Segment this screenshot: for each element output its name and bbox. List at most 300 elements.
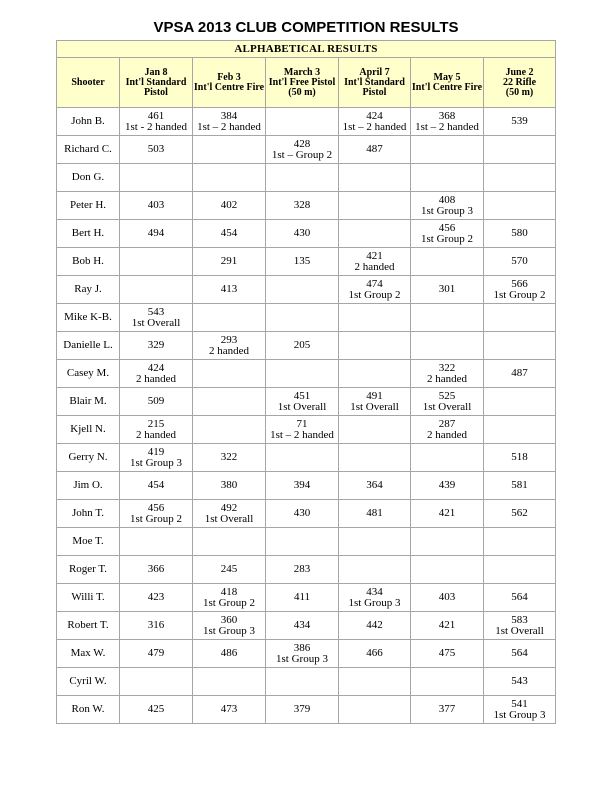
- score-cell: [193, 444, 266, 472]
- score-value: 451: [293, 389, 311, 402]
- table-row: [57, 248, 556, 276]
- score-value: 205: [293, 339, 311, 351]
- score-value: 424: [147, 361, 165, 374]
- header-row: [57, 58, 556, 108]
- shooter-name: John B.: [57, 108, 120, 136]
- score-cell: [339, 220, 411, 248]
- shooter-name: Bert H.: [57, 220, 120, 248]
- score-value: 411: [293, 591, 311, 603]
- table-row: [57, 136, 556, 164]
- score-value: 456: [438, 221, 456, 234]
- score-value: 486: [220, 647, 238, 659]
- shooter-name: Ron W.: [57, 696, 120, 724]
- header-line: (50 m): [288, 86, 316, 98]
- placement-note: 2 handed: [208, 344, 249, 357]
- shooter-name: Casey M.: [57, 360, 120, 388]
- score-value: 439: [438, 479, 456, 491]
- header-line: Int'l Standard: [344, 76, 405, 88]
- shooter-name: Peter H.: [57, 192, 120, 220]
- score-cell: [484, 528, 556, 556]
- score-cell: [484, 556, 556, 584]
- score-value: 570: [511, 255, 528, 267]
- header-line: March 3: [283, 66, 321, 78]
- placement-note: 1st Group 2: [203, 596, 255, 609]
- score-cell: [193, 416, 266, 444]
- score-value: 71: [296, 417, 308, 430]
- score-value: 580: [511, 227, 528, 239]
- placement-note: 1st – 2 handed: [197, 120, 261, 133]
- table-row: [57, 612, 556, 640]
- header-event: [411, 58, 484, 108]
- score-value: 434: [366, 585, 383, 598]
- shooter-name: Mike K-B.: [57, 304, 120, 332]
- shooter-name: Willi T.: [57, 584, 120, 612]
- score-cell: [339, 108, 411, 136]
- score-cell: [266, 444, 339, 472]
- placement-note: 2 handed: [135, 372, 176, 385]
- score-cell: [411, 332, 484, 360]
- score-cell: [193, 108, 266, 136]
- score-value: 434: [293, 619, 311, 631]
- table-row: [57, 108, 556, 136]
- score-value: 245: [220, 563, 238, 575]
- score-cell: [339, 416, 411, 444]
- score-cell: [339, 360, 411, 388]
- score-value: 287: [438, 417, 456, 430]
- score-value: 473: [220, 703, 238, 715]
- score-cell: [484, 584, 556, 612]
- score-cell: [266, 108, 339, 136]
- score-value: 487: [366, 143, 383, 155]
- score-cell: [339, 500, 411, 528]
- score-cell: [484, 696, 556, 724]
- score-value: 368: [438, 109, 456, 122]
- score-cell: [484, 640, 556, 668]
- score-value: 283: [293, 563, 311, 575]
- score-cell: [339, 640, 411, 668]
- shooter-name: Kjell N.: [57, 416, 120, 444]
- score-value: 421: [438, 507, 456, 519]
- table-row: [57, 500, 556, 528]
- score-cell: [339, 332, 411, 360]
- table-row: [57, 584, 556, 612]
- score-cell: [120, 108, 193, 136]
- score-value: 491: [366, 389, 383, 402]
- score-cell: [411, 136, 484, 164]
- score-value: 328: [293, 199, 311, 211]
- score-cell: [120, 444, 193, 472]
- score-value: 403: [438, 591, 456, 603]
- table-row: [57, 360, 556, 388]
- score-cell: [193, 388, 266, 416]
- score-value: 419: [147, 445, 165, 458]
- score-value: 424: [366, 109, 383, 122]
- banner-row: [57, 41, 556, 58]
- score-cell: [339, 164, 411, 192]
- score-cell: [193, 612, 266, 640]
- score-value: 475: [438, 647, 456, 659]
- score-cell: [484, 444, 556, 472]
- score-cell: [120, 136, 193, 164]
- score-cell: [266, 556, 339, 584]
- table-row: [57, 220, 556, 248]
- score-value: 562: [511, 507, 528, 519]
- score-cell: [193, 192, 266, 220]
- score-value: 384: [220, 109, 238, 122]
- score-value: 430: [293, 227, 311, 239]
- header-line: Pistol: [144, 86, 168, 98]
- header-line: 22 Rifle: [502, 76, 537, 88]
- score-cell: [266, 668, 339, 696]
- score-cell: [484, 108, 556, 136]
- shooter-name: Richard C.: [57, 136, 120, 164]
- score-value: 525: [438, 389, 456, 402]
- shooter-name: Robert T.: [57, 612, 120, 640]
- score-value: 481: [366, 507, 383, 519]
- score-value: 386: [293, 641, 311, 654]
- score-cell: [266, 276, 339, 304]
- score-cell: [266, 472, 339, 500]
- score-cell: [266, 248, 339, 276]
- score-cell: [120, 668, 193, 696]
- header-event: [266, 58, 339, 108]
- score-cell: [411, 612, 484, 640]
- score-cell: [484, 248, 556, 276]
- score-value: 403: [147, 199, 165, 211]
- score-cell: [484, 220, 556, 248]
- score-value: 566: [511, 277, 528, 290]
- score-value: 421: [366, 249, 383, 262]
- score-value: 428: [293, 137, 311, 150]
- header-line: Int'l Centre Fire: [193, 81, 265, 93]
- shooter-name: John T.: [57, 500, 120, 528]
- score-cell: [193, 528, 266, 556]
- header-event: [120, 58, 193, 108]
- score-value: 379: [293, 703, 311, 715]
- score-cell: [266, 416, 339, 444]
- score-cell: [193, 164, 266, 192]
- score-cell: [120, 304, 193, 332]
- score-value: 366: [147, 563, 165, 575]
- score-value: 322: [220, 451, 238, 463]
- score-cell: [120, 192, 193, 220]
- score-value: 329: [147, 339, 165, 351]
- score-cell: [339, 556, 411, 584]
- score-value: 135: [293, 255, 311, 267]
- table-row: [57, 528, 556, 556]
- shooter-name: Jim O.: [57, 472, 120, 500]
- header-line: Pistol: [362, 86, 387, 98]
- score-value: 293: [220, 333, 238, 346]
- score-value: 564: [511, 647, 528, 659]
- score-cell: [411, 248, 484, 276]
- header-event: [193, 58, 266, 108]
- score-cell: [266, 164, 339, 192]
- placement-note: 1st – 2 handed: [342, 120, 407, 133]
- score-cell: [193, 500, 266, 528]
- header-line: Feb 3: [217, 71, 241, 83]
- placement-note: 1st - 2 handed: [124, 120, 187, 133]
- score-cell: [411, 164, 484, 192]
- score-cell: [193, 136, 266, 164]
- score-cell: [193, 248, 266, 276]
- score-cell: [120, 584, 193, 612]
- score-cell: [484, 500, 556, 528]
- score-cell: [484, 304, 556, 332]
- table-body: [57, 108, 556, 724]
- score-cell: [266, 696, 339, 724]
- shooter-name: Danielle L.: [57, 332, 120, 360]
- score-value: 487: [511, 367, 528, 379]
- score-value: 377: [438, 703, 456, 715]
- score-cell: [193, 696, 266, 724]
- table-row: [57, 668, 556, 696]
- placement-note: 1st Group 3: [493, 708, 546, 721]
- score-cell: [193, 472, 266, 500]
- score-cell: [339, 584, 411, 612]
- score-cell: [484, 192, 556, 220]
- score-cell: [411, 556, 484, 584]
- table-row: [57, 640, 556, 668]
- shooter-name: Max W.: [57, 640, 120, 668]
- score-value: 394: [293, 479, 311, 491]
- score-value: 364: [366, 479, 383, 491]
- score-cell: [120, 696, 193, 724]
- score-cell: [411, 584, 484, 612]
- score-cell: [411, 528, 484, 556]
- placement-note: 1st Group 2: [130, 512, 182, 525]
- placement-note: 1st Group 2: [493, 288, 546, 301]
- score-cell: [266, 500, 339, 528]
- score-value: 402: [220, 199, 238, 211]
- score-cell: [266, 332, 339, 360]
- score-value: 456: [147, 501, 165, 514]
- table-row: [57, 388, 556, 416]
- placement-note: 1st Overall: [422, 400, 472, 413]
- score-cell: [266, 192, 339, 220]
- header-line: Int'l Centre Fire: [411, 81, 483, 93]
- score-cell: [193, 276, 266, 304]
- score-value: 466: [366, 647, 383, 659]
- header-event: [484, 58, 556, 108]
- shooter-name: Roger T.: [57, 556, 120, 584]
- score-cell: [120, 556, 193, 584]
- table-row: [57, 164, 556, 192]
- score-cell: [266, 584, 339, 612]
- placement-note: 1st Group 3: [130, 456, 182, 469]
- results-table: [56, 40, 556, 724]
- placement-note: 1st Group 2: [421, 232, 473, 245]
- score-cell: [411, 696, 484, 724]
- score-cell: [266, 388, 339, 416]
- score-value: 503: [147, 143, 165, 155]
- placement-note: 1st Group 3: [276, 652, 328, 665]
- table-row: [57, 696, 556, 724]
- score-value: 474: [366, 277, 383, 290]
- shooter-name: Moe T.: [57, 528, 120, 556]
- score-cell: [411, 444, 484, 472]
- score-value: 583: [511, 613, 528, 626]
- score-cell: [484, 668, 556, 696]
- score-cell: [120, 360, 193, 388]
- shooter-name: Bob H.: [57, 248, 120, 276]
- table-row: [57, 276, 556, 304]
- header-line: (50 m): [505, 86, 534, 98]
- score-cell: [193, 556, 266, 584]
- score-cell: [339, 388, 411, 416]
- score-cell: [120, 612, 193, 640]
- score-cell: [120, 220, 193, 248]
- table-row: [57, 304, 556, 332]
- score-value: 518: [511, 451, 528, 463]
- score-value: 442: [366, 619, 383, 631]
- header-line: Int'l Free Pistol: [268, 76, 336, 88]
- score-value: 454: [220, 227, 238, 239]
- score-cell: [411, 668, 484, 696]
- score-cell: [411, 500, 484, 528]
- score-value: 543: [511, 675, 528, 687]
- score-value: 291: [220, 255, 238, 267]
- score-cell: [193, 220, 266, 248]
- score-cell: [193, 332, 266, 360]
- score-cell: [484, 276, 556, 304]
- placement-note: 1st – 2 handed: [415, 120, 479, 133]
- score-cell: [120, 528, 193, 556]
- score-cell: [193, 584, 266, 612]
- score-value: 509: [147, 395, 165, 407]
- score-value: 425: [147, 703, 165, 715]
- score-value: 413: [220, 283, 238, 295]
- score-cell: [484, 360, 556, 388]
- placement-note: 1st Group 3: [203, 624, 255, 637]
- score-cell: [339, 444, 411, 472]
- score-cell: [120, 416, 193, 444]
- score-value: 539: [511, 115, 528, 127]
- score-cell: [339, 612, 411, 640]
- score-cell: [193, 640, 266, 668]
- score-cell: [339, 528, 411, 556]
- score-cell: [339, 696, 411, 724]
- score-value: 215: [147, 417, 165, 430]
- shooter-name: Ray J.: [57, 276, 120, 304]
- score-cell: [339, 472, 411, 500]
- table-row: [57, 556, 556, 584]
- score-cell: [411, 416, 484, 444]
- score-cell: [193, 304, 266, 332]
- score-cell: [193, 668, 266, 696]
- page-title: VPSA 2013 CLUB COMPETITION RESULTS: [153, 19, 459, 36]
- score-cell: [266, 304, 339, 332]
- score-cell: [120, 500, 193, 528]
- header-event: [339, 58, 411, 108]
- score-value: 423: [147, 591, 165, 603]
- score-cell: [411, 108, 484, 136]
- table-row: [57, 472, 556, 500]
- placement-note: 1st Group 2: [348, 288, 401, 301]
- score-cell: [411, 304, 484, 332]
- score-value: 492: [220, 501, 238, 514]
- table-row: [57, 332, 556, 360]
- score-cell: [266, 640, 339, 668]
- placement-note: 1st Overall: [495, 624, 544, 637]
- score-cell: [339, 192, 411, 220]
- placement-note: 1st Overall: [204, 512, 254, 525]
- score-cell: [120, 472, 193, 500]
- score-cell: [411, 388, 484, 416]
- score-value: 430: [293, 507, 311, 519]
- placement-note: 1st Overall: [350, 400, 399, 413]
- score-value: 418: [220, 585, 238, 598]
- score-cell: [484, 416, 556, 444]
- score-value: 461: [147, 109, 165, 122]
- score-cell: [484, 388, 556, 416]
- shooter-name: Gerry N.: [57, 444, 120, 472]
- table-row: [57, 416, 556, 444]
- score-cell: [120, 332, 193, 360]
- score-cell: [266, 612, 339, 640]
- score-cell: [266, 360, 339, 388]
- alphabetical-results-banner: ALPHABETICAL RESULTS: [57, 41, 556, 58]
- score-cell: [484, 612, 556, 640]
- placement-note: 1st Overall: [277, 400, 327, 413]
- placement-note: 2 handed: [135, 428, 176, 441]
- score-value: 541: [511, 697, 528, 710]
- score-value: 380: [220, 479, 238, 491]
- header-line: May 5: [433, 71, 461, 83]
- placement-note: 2 handed: [354, 260, 395, 273]
- placement-note: 1st – 2 handed: [270, 428, 334, 441]
- score-cell: [411, 192, 484, 220]
- score-cell: [339, 668, 411, 696]
- header-line: April 7: [359, 66, 390, 78]
- score-cell: [193, 360, 266, 388]
- score-cell: [484, 472, 556, 500]
- score-value: 479: [147, 647, 165, 659]
- score-cell: [411, 472, 484, 500]
- score-cell: [339, 276, 411, 304]
- header-line: Shooter: [71, 76, 105, 88]
- placement-note: 1st Group 3: [348, 596, 401, 609]
- score-value: 564: [511, 591, 528, 603]
- score-value: 408: [438, 193, 456, 206]
- score-value: 322: [438, 361, 456, 374]
- score-cell: [411, 276, 484, 304]
- table-row: [57, 192, 556, 220]
- score-cell: [339, 304, 411, 332]
- placement-note: 1st Group 3: [421, 204, 473, 217]
- score-cell: [411, 640, 484, 668]
- score-cell: [484, 164, 556, 192]
- score-cell: [339, 248, 411, 276]
- score-value: 454: [147, 479, 165, 491]
- score-value: 543: [147, 305, 165, 318]
- score-cell: [411, 360, 484, 388]
- score-cell: [120, 276, 193, 304]
- score-cell: [266, 136, 339, 164]
- shooter-name: Don G.: [57, 164, 120, 192]
- placement-note: 2 handed: [426, 372, 467, 385]
- header-line: June 2: [505, 66, 534, 78]
- score-cell: [120, 248, 193, 276]
- score-cell: [120, 164, 193, 192]
- shooter-name: Cyril W.: [57, 668, 120, 696]
- header-line: Int'l Standard: [125, 76, 187, 88]
- score-value: 316: [147, 619, 165, 631]
- shooter-name: Blair M.: [57, 388, 120, 416]
- placement-note: 1st Overall: [131, 316, 181, 329]
- header-line: Jan 8: [144, 66, 168, 78]
- score-value: 360: [220, 613, 238, 626]
